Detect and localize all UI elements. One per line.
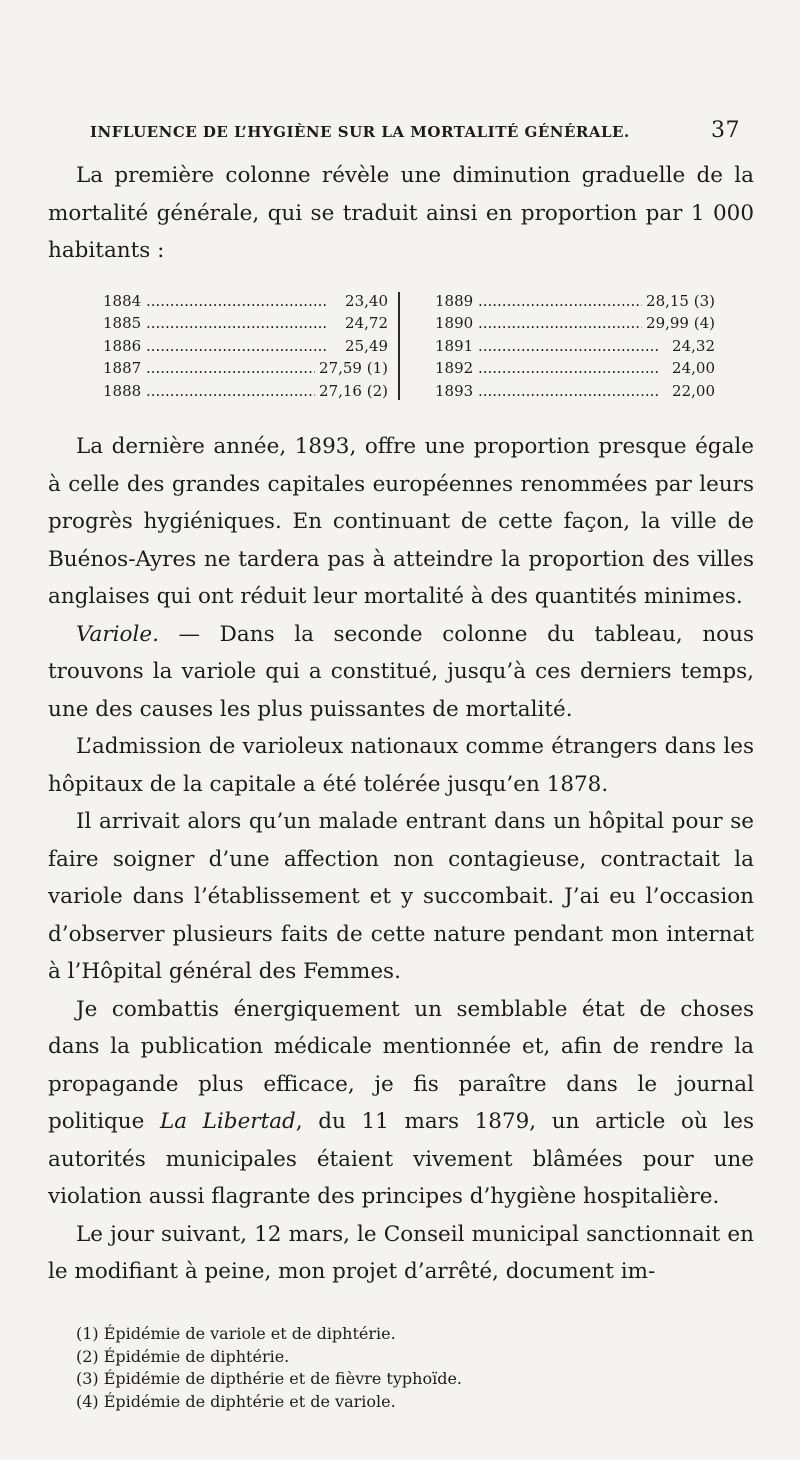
value-cell: 24,00 [672, 359, 715, 378]
paragraph-text: Je combattis énergiquement un semblable état de choses dans la publication médicale mentionnée et, afin de rendre la propagande plus efficace, je fis paraître dans le journal politique [48, 996, 754, 1134]
year-cell: 1889 ..... [435, 290, 642, 312]
intro-text: La première colonne révèle une diminution graduelle de la mortalité générale, qui se traduit ainsi en proportion par 1 000 habitants : [48, 163, 754, 263]
table-row [435, 380, 715, 402]
table-right-column [435, 290, 715, 402]
table-row [435, 335, 715, 357]
year-cell: 1891 ..... [435, 335, 668, 357]
paragraph-text: , du 11 mars 1879, un article où les autorités municipales étaient vivement blâmées pour une violation aussi flagrante des principes d’hygiène hospitalière. [48, 1109, 754, 1209]
value-cell: 27,59 (1) [319, 359, 388, 378]
table-row [435, 290, 715, 312]
value-cell: 24,72 [345, 314, 388, 333]
value-cell: 22,00 [672, 381, 715, 400]
running-title: INFLUENCE DE L’HYGIÈNE SUR LA MORTALITÉ GÉNÉRALE. [90, 123, 630, 141]
footnote: (3) Épidémie de dipthérie et de fièvre typhoïde. [76, 1369, 462, 1388]
paragraph: Il arrivait alors qu’un malade entrant dans un hôpital pour se faire soigner d’une affection non contagieuse, contractait la variole dans l’établissement et y succombait. J’ai eu l’occasion d’observer plusieurs faits de cette nature pendant mon internat à l’Hôpital général des Femmes. [48, 809, 754, 984]
value-cell: 24,32 [672, 336, 715, 355]
year-cell: 1892 ..... [435, 357, 668, 379]
paragraph: Le jour suivant, 12 mars, le Conseil municipal sanctionnait en le modifiant à peine, mon projet d’arrêté, document im- [48, 1221, 754, 1284]
year-cell: 1893 ..... [435, 380, 668, 402]
table-row [103, 312, 388, 334]
running-header [90, 118, 740, 143]
paragraph: La dernière année, 1893, offre une proportion presque égale à celle des grandes capitales européennes renommées par leurs progrès hygiéniques. En continuant de cette façon, la ville de Buénos-Ayres ne tardera pas à atteindre la proportion des villes anglaises qui ont réduit leur mortalité à des quantités minimes. [48, 434, 754, 609]
year-cell: 1890 ..... [435, 312, 642, 334]
table-row [435, 357, 715, 379]
paragraph: L’admission de varioleux nationaux comme étrangers dans les hôpitaux de la capitale a été tolérée jusqu’en 1878. [48, 734, 754, 797]
paragraph-variole [48, 616, 754, 729]
footnotes [76, 1323, 676, 1413]
year-cell: 1887 ..... [103, 357, 315, 379]
table-left-column [103, 290, 388, 402]
table-row [103, 335, 388, 357]
value-cell: 29,99 (4) [646, 314, 715, 333]
newspaper-title: La Libertad [159, 1109, 296, 1134]
value-cell: 28,15 (3) [646, 292, 715, 310]
intro-paragraph [48, 157, 754, 270]
paragraph-text: — Dans la seconde colonne du tableau, nous trouvons la variole qui a constitué, jusqu’à ces derniers temps, une des causes les plus puissantes de mortalité. [48, 621, 754, 722]
table-row [435, 312, 715, 334]
table-row [103, 357, 388, 379]
year-cell: 1888 ..... [103, 380, 315, 402]
section-title: Variole. [76, 621, 159, 647]
year-cell: 1886 ..... [103, 335, 341, 357]
value-cell: 27,16 (2) [319, 381, 388, 400]
page-number: 37 [711, 118, 740, 143]
table-row [103, 290, 388, 312]
footnote: (1) Épidémie de variole et de diphtérie. [76, 1324, 396, 1343]
footnote: (4) Épidémie de diphtérie et de variole. [76, 1391, 396, 1411]
paragraph-libertad [48, 991, 754, 1216]
main-text [48, 428, 754, 1291]
column-divider [398, 292, 400, 400]
footnote: (2) Épidémie de diphtérie. [76, 1346, 290, 1366]
year-cell: 1885 ..... [103, 312, 341, 334]
value-cell: 23,40 [345, 292, 388, 310]
year-cell: 1884 ..... [103, 290, 341, 312]
table-row [103, 380, 388, 402]
mortality-table [103, 290, 713, 402]
value-cell: 25,49 [345, 336, 388, 355]
